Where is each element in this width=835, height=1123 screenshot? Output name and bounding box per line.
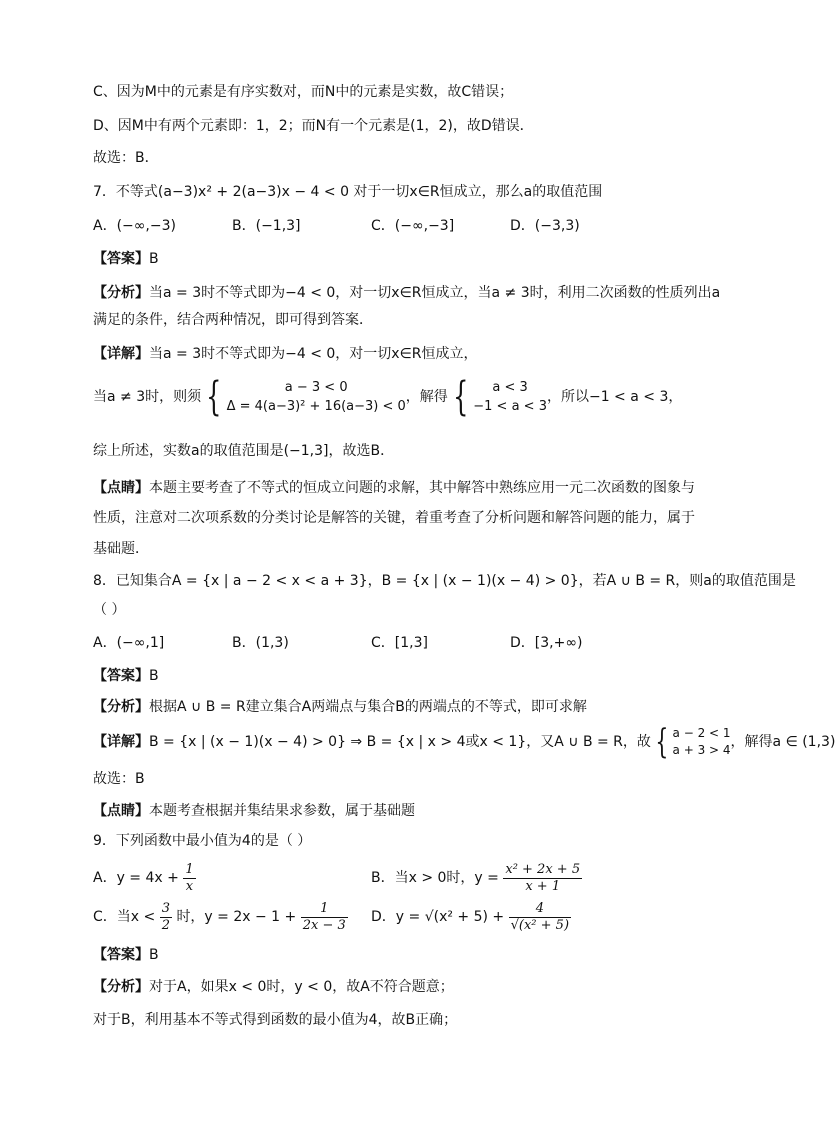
inequality-system [473,378,547,416]
q8-option-a: A．(−∞,1] [93,635,165,651]
fraction [160,901,172,934]
text-line: 基础题． [93,541,149,557]
q9-option-a [93,860,196,896]
system-row: a < 3 [492,380,528,395]
analysis-tag: 【分析】 [93,979,149,995]
q7-option-c: C．(−∞,−3] [371,218,455,234]
text-line: （ ） [93,602,126,618]
analysis-tag: 【分析】 [93,285,149,301]
q9-answer [93,945,714,965]
denominator: x [185,878,194,894]
detail-text: B = {x | (x − 1)(x − 4) > 0} ⇒ B = {x | x > 4或x < 1}，又A ∪ B = R，故 [149,734,651,750]
answer-value: B [149,251,159,267]
denominator: 2 [161,917,170,933]
comment-text: 本题考查根据并集结果求参数，属于基础题 [149,803,415,819]
fraction [301,901,348,934]
q8-answer [93,666,714,686]
numerator: 3 [161,900,170,916]
analysis-tag: 【分析】 [93,699,149,715]
answer-tag: 【答案】 [93,668,149,684]
question-8: 8．已知集合A = {x | a − 2 < x < a + 3}，B = {x | (x − 1)(x − 4) > 0}，若A ∪ B = R，则a的取值范围是 [93,573,796,589]
numerator: x² + 2x + 5 [505,861,581,877]
text-line: 对于B，利用基本不等式得到函数的最小值为4，故B正确； [93,1012,458,1028]
comment-text: 本题主要考查了不等式的恒成立问题的求解，其中解答中熟练应用一元二次函数的图象与 [149,480,695,496]
brace: { [452,374,469,420]
comment-tag: 【点睛】 [93,803,149,819]
brace: { [206,374,222,420]
q7-option-d: D．(−3,3) [510,218,580,234]
detail-text: ，解得a ∈ (1,3) [730,734,835,750]
q8-option-b: B．(1,3) [232,635,289,651]
q7-detail-system [93,374,714,420]
text-line: 故选：B [93,771,145,787]
detail-text: 当a ≠ 3时，则须 [93,389,202,405]
system-row: −1 < a < 3 [473,399,547,414]
q9-option-c [93,899,348,935]
fraction [509,901,571,934]
answer-value: B [149,668,159,684]
question-9: 9．下列函数中最小值为4的是（ ） [93,833,312,849]
system-row: a − 3 < 0 [284,380,348,395]
denominator: √(x² + 5) [510,917,570,933]
answer-value: B [149,947,159,963]
question-7: 7．不等式(a−3)x² + 2(a−3)x − 4 < 0 对于一切x∈R恒成立，那么a的取值范围 [93,184,603,200]
answer-tag: 【答案】 [93,251,149,267]
analysis-text: 当a = 3时不等式即为−4 < 0，对一切x∈R恒成立，当a ≠ 3时，利用二次函数的性质列出a [149,285,721,301]
q9-option-d [371,899,571,935]
numerator: 4 [509,901,571,918]
q8-comment [93,801,714,821]
text-line: 综上所述，实数a的取值范围是(−1,3]，故选B． [93,443,395,459]
denominator: x + 1 [525,878,561,894]
denominator: 2x − 3 [302,917,346,933]
system-row: a + 3 > 4 [672,743,731,757]
q7-option-b: B．(−1,3] [232,218,301,234]
q8-analysis [93,697,714,717]
text-line: D、因M中有两个元素即：1，2；而N有一个元素是(1，2)，故D错误． [93,118,534,134]
detail-tag: 【详解】 [93,346,149,362]
q7-answer [93,249,714,269]
q8-detail [93,722,835,762]
detail-text: 当a = 3时不等式即为−4 < 0，对一切x∈R恒成立， [149,346,478,362]
brace: { [655,722,669,762]
detail-tag: 【详解】 [93,734,149,750]
detail-text: ，所以−1 < a < 3， [546,389,683,405]
analysis-text: 根据A ∪ B = R建立集合A两端点与集合B的两端点的不等式，即可求解 [149,699,587,715]
detail-text: ，解得 [405,389,448,405]
inequality-system [673,725,731,759]
q7-comment [93,478,714,498]
fraction [183,862,195,895]
option-text: A．y = 4x + [93,870,179,886]
text-line: 性质，注意对二次项系数的分类讨论是解答的关键，着重考查了分析问题和解答问题的能力，属于 [93,510,695,526]
text-line: C、因为M中的元素是有序实数对，而N中的元素是实数，故C错误； [93,84,514,100]
q9-analysis [93,977,714,997]
q7-option-a: A．(−∞,−3) [93,218,176,234]
inequality-system [227,378,406,416]
text-line: 故选：B． [93,150,159,166]
option-text: B．当x > 0时，y = [371,870,499,886]
option-text: 时，y = 2x − 1 + [176,909,297,925]
option-text: C．当x < [93,909,156,925]
q8-option-c: C．[1,3] [371,635,428,651]
q8-option-d: D．[3,+∞) [510,635,583,651]
numerator: 1 [301,901,348,918]
answer-tag: 【答案】 [93,947,149,963]
analysis-text: 对于A，如果x < 0时，y < 0，故A不符合题意； [149,979,454,995]
system-row: Δ = 4(a−3)² + 16(a−3) < 0 [226,399,406,414]
comment-tag: 【点睛】 [93,480,149,496]
option-text: D．y = √(x² + 5) + [371,909,505,925]
q7-detail [93,344,714,364]
q7-analysis [93,283,721,303]
system-row: a − 2 < 1 [672,726,731,740]
fraction [503,862,582,895]
text-line: 满足的条件，结合两种情况，即可得到答案． [93,312,373,328]
numerator: 1 [185,861,194,877]
q9-option-b [371,860,582,896]
